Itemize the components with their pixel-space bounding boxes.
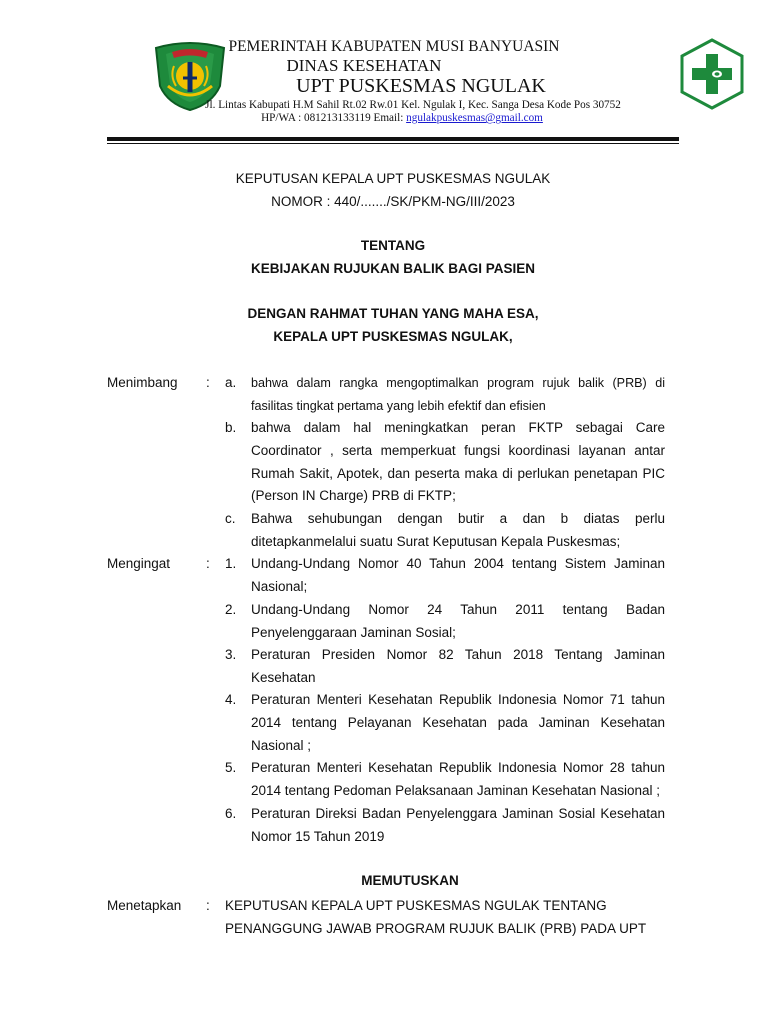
mengingat-marker: 6. xyxy=(225,806,237,821)
kop-contact-prefix: HP/WA : 081213133119 Email: xyxy=(261,112,407,124)
menimbang-colon: : xyxy=(206,375,210,390)
decree-subject: KEBIJAKAN RUJUKAN BALIK BAGI PASIEN xyxy=(250,261,536,276)
menimbang-item: bahwa dalam rangka mengoptimalkan program rujuk balik (PRB) di fasilitas tingkat pertama yang lebih efektif dan efisien xyxy=(251,376,665,413)
menimbang-label: Menimbang xyxy=(107,375,178,390)
menimbang-item: bahwa dalam hal meningkatkan peran FKTP sebagai Care Coordinator , serta memperkuat fungsi koordinasi layanan antar Rumah Sakit, Apotek, dan peserta maka di perlukan penetapan PIC (Person IN Charge) PRB di FKTP; xyxy=(251,420,665,504)
mengingat-marker: 2. xyxy=(225,602,237,617)
menetapkan-label: Menetapkan xyxy=(107,898,182,913)
decree-title: KEPUTUSAN KEPALA UPT PUSKESMAS NGULAK xyxy=(235,171,551,186)
menetapkan-colon: : xyxy=(206,898,210,913)
email-link[interactable]: ngulakpuskesmas@gmail.com xyxy=(406,112,543,124)
letterhead-rule-thick xyxy=(107,137,679,141)
mengingat-colon: : xyxy=(206,556,210,571)
preamble-rahmat: DENGAN RAHMAT TUHAN YANG MAHA ESA, xyxy=(247,306,539,321)
mengingat-marker: 4. xyxy=(225,692,237,707)
mengingat-item: Peraturan Direksi Badan Penyelenggara Jaminan Sosial Kesehatan Nomor 15 Tahun 2019 xyxy=(251,806,665,844)
mengingat-marker: 1. xyxy=(225,556,237,571)
decree-number: NOMOR : 440/......./SK/PKM-NG/III/2023 xyxy=(271,194,515,209)
mengingat-label: Mengingat xyxy=(107,556,171,571)
mengingat-item: Peraturan Presiden Nomor 82 Tahun 2018 Tentang Jaminan Kesehatan xyxy=(251,647,665,685)
kop-institution: UPT PUSKESMAS NGULAK xyxy=(296,75,546,97)
mengingat-item: Undang-Undang Nomor 24 Tahun 2011 tentang Badan Penyelenggaraan Jaminan Sosial; xyxy=(251,602,665,640)
menetapkan-text: KEPUTUSAN KEPALA UPT PUSKESMAS NGULAK TENTANG PENANGGUNG JAWAB PROGRAM RUJUK BALIK (PRB) PADA UPT xyxy=(225,898,647,936)
menimbang-marker: a. xyxy=(225,375,237,390)
letterhead-rule-thin xyxy=(107,143,679,144)
kop-agency: DINAS KESEHATAN xyxy=(286,56,442,75)
mengingat-item: Peraturan Menteri Kesehatan Republik Indonesia Nomor 28 tahun 2014 tentang Pedoman Pelaksanaan Jaminan Kesehatan Nasional ; xyxy=(251,760,665,798)
menimbang-marker: c. xyxy=(225,511,236,526)
letterhead xyxy=(0,0,768,145)
preamble-kepala: KEPALA UPT PUSKESMAS NGULAK, xyxy=(273,329,513,344)
kop-contact xyxy=(0,112,768,124)
memutuskan-heading: MEMUTUSKAN xyxy=(361,873,459,888)
mengingat-item: Peraturan Menteri Kesehatan Republik Indonesia Nomor 71 tahun 2014 tentang Pelayanan Kesehatan pada Jaminan Kesehatan Nasional ; xyxy=(251,692,665,753)
menimbang-item: Bahwa sehubungan dengan butir a dan b diatas perlu ditetapkanmelalui suatu Surat Keputusan Kepala Puskesmas; xyxy=(251,511,665,549)
mengingat-marker: 5. xyxy=(225,760,237,775)
kop-address: Jl. Lintas Kabupati H.M Sahil Rt.02 Rw.01 Kel. Ngulak I, Kec. Sanga Desa Kode Pos 30752 xyxy=(205,99,621,111)
tentang-heading: TENTANG xyxy=(360,238,426,253)
menimbang-marker: b. xyxy=(225,420,237,435)
mengingat-item: Undang-Undang Nomor 40 Tahun 2004 tentang Sistem Jaminan Nasional; xyxy=(251,556,665,594)
kop-government: PEMERINTAH KABUPATEN MUSI BANYUASIN xyxy=(228,38,560,55)
mengingat-marker: 3. xyxy=(225,647,237,662)
puskesmas-cross-icon xyxy=(680,38,744,110)
